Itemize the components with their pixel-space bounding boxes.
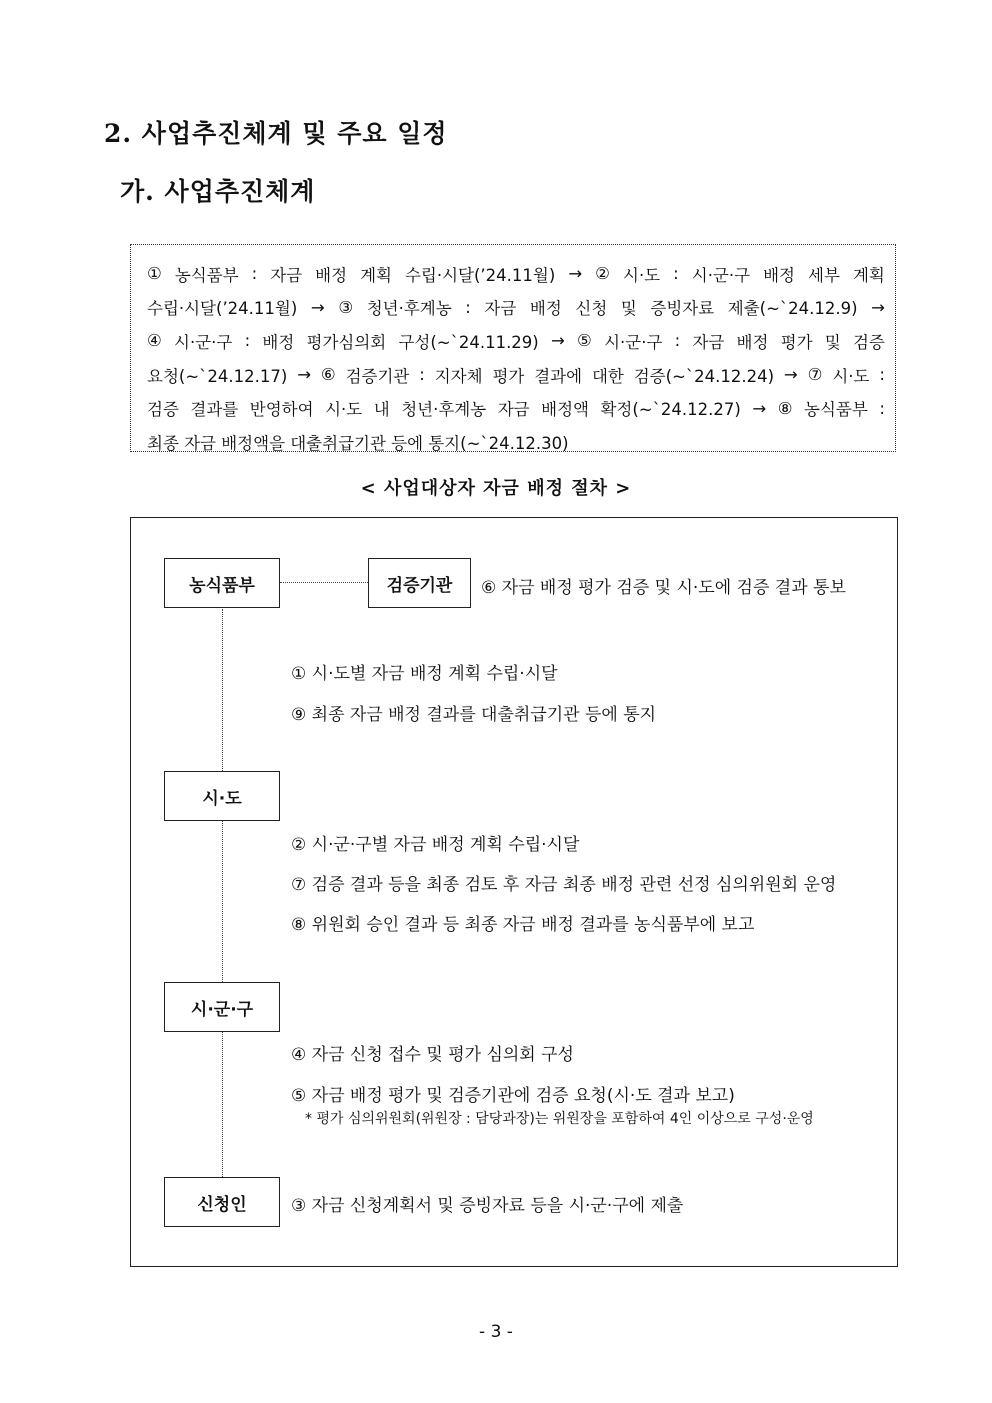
summary-word: →	[752, 398, 767, 418]
summary-word: 시·군·구	[691, 265, 751, 285]
summary-word: →	[297, 365, 312, 385]
summary-word: 자금	[270, 265, 303, 285]
summary-word: ③	[338, 297, 354, 317]
summary-word: 시·도	[325, 400, 363, 420]
summary-word: 요청(~`24.12.17)	[147, 366, 288, 386]
summary-word: 배정	[262, 332, 295, 352]
summary-word: 청년·후계농	[366, 299, 452, 319]
summary-word: 세부	[808, 265, 840, 285]
verifier-step: ⑥ 자금 배정 평가 검증 및 시·도에 검증 결과 통보	[481, 578, 846, 598]
node-province: 시·도	[164, 771, 280, 821]
summary-word: 시·군·구	[604, 332, 663, 352]
summary-word: 증빙자료	[650, 299, 715, 319]
summary-word: 평가	[780, 332, 813, 352]
summary-word: :	[465, 297, 471, 317]
summary-word: 농식품부	[174, 265, 239, 285]
summary-word: :	[879, 365, 885, 385]
schedule-summary-box	[130, 244, 896, 452]
procedure-diagram	[130, 517, 898, 1267]
summary-line	[147, 324, 885, 358]
summary-word: 대한	[591, 366, 624, 386]
summary-word: 검증기관	[345, 366, 410, 386]
summary-word: 및	[620, 299, 637, 319]
summary-word: 확정(~`24.12.27)	[600, 400, 741, 420]
ministry-step-2: ⑨ 최종 자금 배정 결과를 대출취급기관 등에 통지	[291, 705, 657, 725]
page-number: - 3 -	[479, 1322, 513, 1342]
summary-word: :	[673, 264, 679, 284]
section-heading: 2. 사업추진체계 및 주요 일정	[104, 119, 448, 148]
summary-word: 반영하여	[249, 400, 314, 420]
summary-word: :	[419, 365, 425, 385]
summary-line	[147, 358, 885, 392]
summary-word: →	[310, 297, 325, 317]
summary-word: 최종 자금 배정액을 대출취급기관 등에 통지(~`24.12.30)	[147, 433, 569, 453]
summary-word: 및	[824, 332, 841, 352]
summary-word: ②	[595, 264, 610, 284]
ministry-verifier-connector	[280, 582, 368, 583]
summary-word: :	[879, 398, 885, 418]
connector-ministry-province	[222, 609, 223, 771]
summary-word: 검증(~`24.12.24)	[633, 366, 775, 386]
summary-word: ④	[147, 331, 162, 351]
summary-word: 지자체	[434, 366, 483, 386]
summary-word: 배정	[529, 299, 562, 319]
summary-word: 계획	[360, 265, 392, 285]
summary-word: ⑧	[777, 398, 793, 418]
summary-word: 검증	[147, 400, 179, 420]
summary-word: 검증	[852, 332, 885, 352]
summary-word: ①	[147, 264, 162, 284]
city-step-1: ④ 자금 신청 접수 및 평가 심의회 구성	[291, 1045, 574, 1065]
summary-word: 자금	[692, 332, 725, 352]
summary-word: :	[251, 264, 258, 284]
summary-word: →	[550, 331, 565, 351]
summary-word: 농식품부	[804, 400, 868, 420]
diagram-caption: < 사업대상자 자금 배정 절차 >	[360, 478, 632, 499]
node-ministry: 농식품부	[164, 558, 280, 608]
summary-word: 평가	[492, 366, 525, 386]
summary-word: 자금	[484, 299, 517, 319]
summary-word: 수립·시달(’24.11월)	[147, 299, 298, 319]
summary-word: 청년·후계농	[401, 400, 487, 420]
city-step-2: ⑤ 자금 배정 평가 및 검증기관에 검증 요청(시·도 결과 보고)	[291, 1086, 735, 1106]
summary-word: 계획	[852, 265, 885, 285]
summary-word: 배정	[763, 265, 795, 285]
summary-word: 시·도	[832, 366, 870, 386]
summary-word: 내	[373, 400, 390, 420]
summary-word: 평가심의회	[306, 332, 387, 352]
summary-word: 제출(~`24.12.9)	[727, 299, 858, 319]
summary-word: ⑦	[807, 365, 823, 385]
summary-word: 구성(~`24.11.29)	[398, 332, 539, 352]
summary-word: 배정	[315, 265, 348, 285]
summary-word: 결과를	[190, 400, 239, 420]
node-applicant: 신청인	[164, 1177, 280, 1227]
summary-line	[147, 391, 885, 425]
summary-word: 시·도	[623, 265, 661, 285]
province-step-1: ② 시·군·구별 자금 배정 계획 수립·시달	[291, 835, 580, 855]
summary-word: 수립·시달(’24.11월)	[404, 265, 556, 285]
subsection-heading: 가. 사업추진체계	[120, 177, 316, 206]
connector-city-applicant	[222, 1032, 223, 1177]
summary-word: 자금	[497, 400, 530, 420]
province-step-3: ⑧ 위원회 승인 결과 등 최종 자금 배정 결과를 농식품부에 보고	[291, 915, 755, 935]
summary-line	[147, 257, 885, 291]
node-verifier: 검증기관	[368, 558, 471, 608]
summary-word: →	[871, 297, 885, 317]
city-note: * 평가 심의위원회(위원장 : 담당과장)는 위원장을 포함하여 4인 이상으로 구성·운영	[305, 1111, 814, 1127]
summary-word: ⑥	[320, 365, 336, 385]
summary-line	[147, 291, 885, 325]
summary-word: 시·군·구	[174, 332, 233, 352]
applicant-step: ③ 자금 신청계획서 및 증빙자료 등을 시·군·구에 제출	[291, 1196, 684, 1216]
summary-word: 배정	[736, 332, 769, 352]
connector-province-city	[222, 821, 223, 982]
summary-word: :	[674, 331, 681, 351]
node-city: 시·군·구	[164, 982, 280, 1032]
summary-word: →	[783, 365, 798, 385]
summary-word: 결과에	[534, 366, 583, 386]
summary-word: 배정액	[541, 400, 589, 420]
summary-word: :	[244, 331, 251, 351]
summary-word: 신청	[575, 299, 608, 319]
province-step-2: ⑦ 검증 결과 등을 최종 검토 후 자금 최종 배정 관련 선정 심의위원회 운영	[291, 875, 837, 895]
summary-line	[147, 425, 885, 459]
summary-word: ⑤	[577, 331, 592, 351]
ministry-step-1: ① 시·도별 자금 배정 계획 수립·시달	[291, 664, 558, 684]
summary-word: →	[568, 264, 583, 284]
